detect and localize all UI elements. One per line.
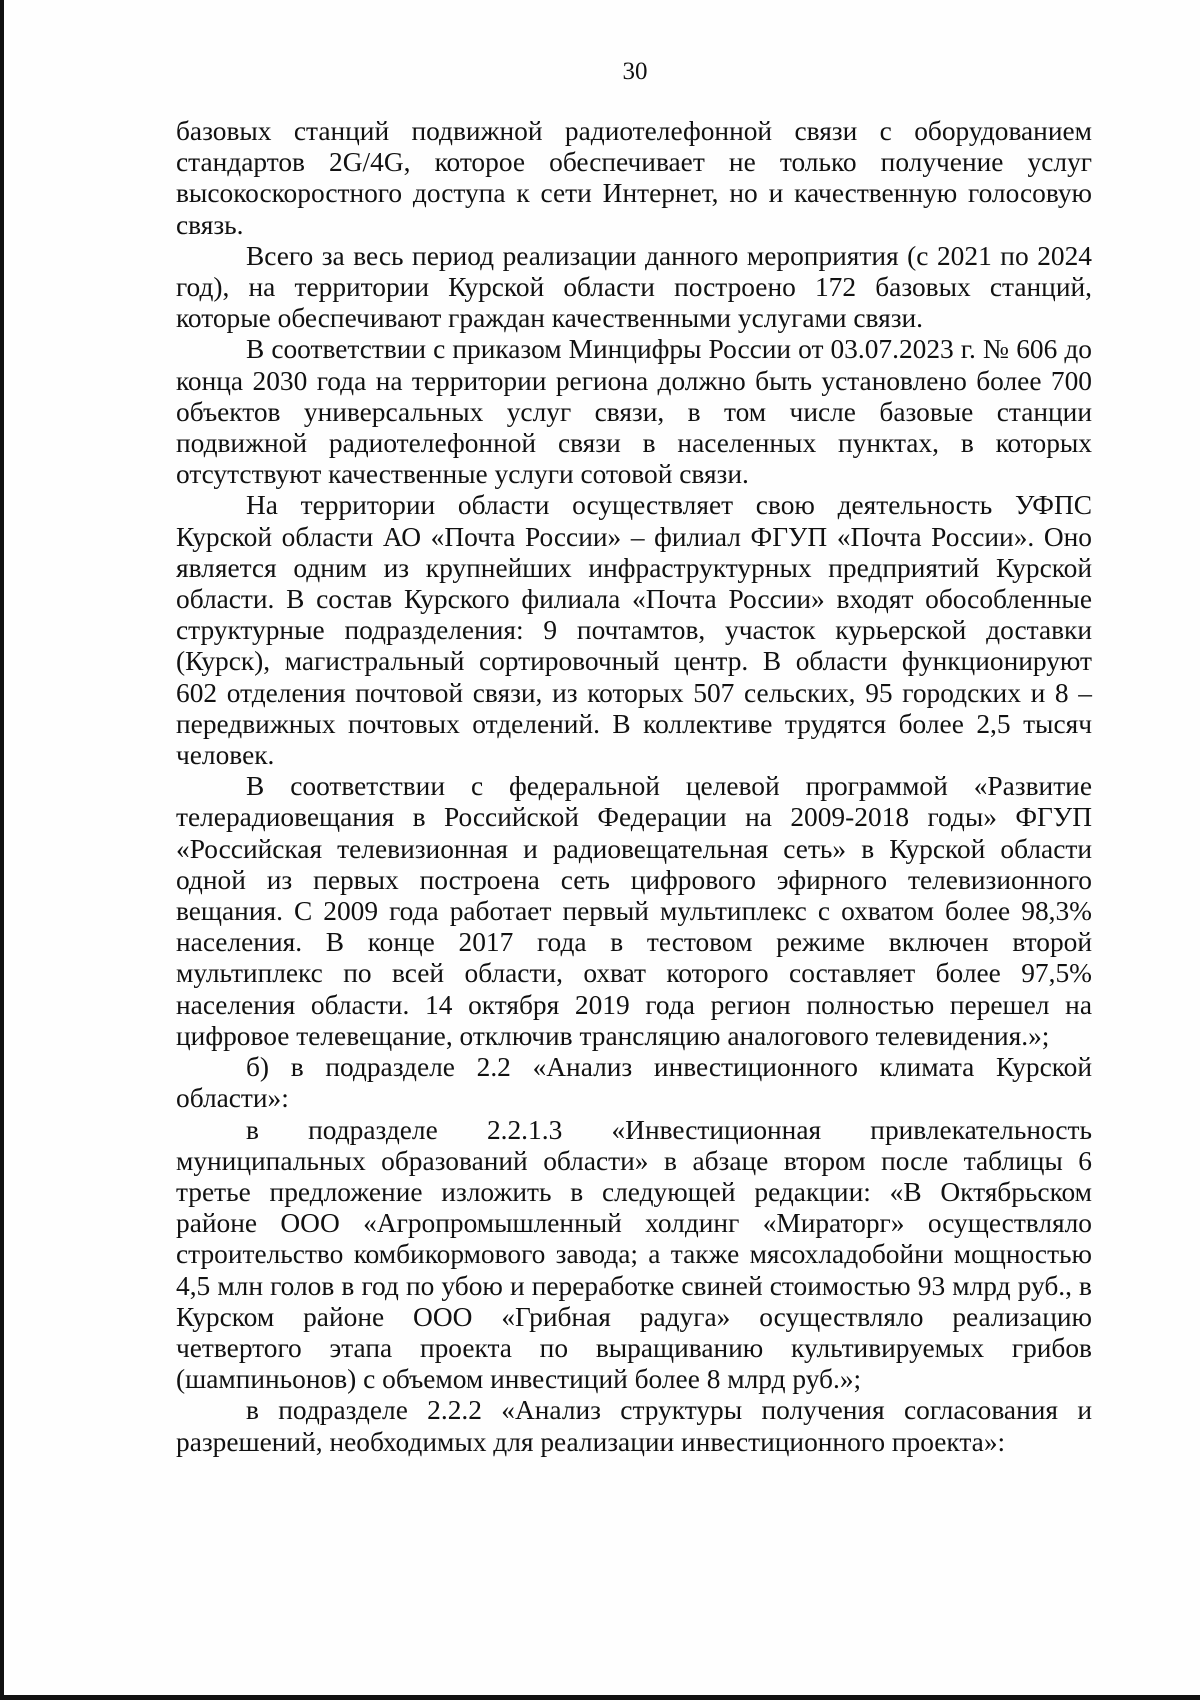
page-number: 30 xyxy=(622,58,648,85)
scan-left-edge xyxy=(0,0,4,1700)
paragraph-subsection-2-2-1-3: в подразделе 2.2.1.3 «Инвестиционная привлекательность муниципальных образований области» в абзаце втором после таблицы 6 третье предложение изложить в следующей редакции: «В Октябрьском районе ООО «Агропромышленный холдинг «Мираторг» осуществляло строительство комбикормового завода; а также мясохладобойни мощностью 4,5 млн голов в год по убою и переработке свиней стоимостью 93 млрд руб., в Курском районе ООО «Грибная радуга» осуществляло реализацию четвертого этапа проекта по выращиванию культивируемых грибов (шампиньонов) с объемом инвестиций более 8 млрд руб.»; xyxy=(176,1114,1092,1395)
scan-bottom-edge xyxy=(0,1695,1200,1700)
paragraph-base-stations-standards: базовых станций подвижной радиотелефонной связи с оборудованием стандартов 2G/4G, которое обеспечивает не только получение услуг высокоскоростного доступа к сети Интернет, но и качественную голосовую связь. xyxy=(176,116,1092,240)
paragraph-subsection-2-2: б) в подразделе 2.2 «Анализ инвестиционного климата Курской области»: xyxy=(176,1052,1092,1114)
paragraph-base-stations-built: Всего за весь период реализации данного мероприятия (с 2021 по 2024 год), на территории Курской области построено 172 базовых станций, которые обеспечивают граждан качественными услугами связи. xyxy=(176,240,1092,334)
document-body xyxy=(176,116,1092,1458)
paragraph-mintsifry-order: В соответствии с приказом Минцифры России от 03.07.2023 г. № 606 до конца 2030 года на территории региона должно быть установлено более 700 объектов универсальных услуг связи, в том числе базовые станции подвижной радиотелефонной связи в населенных пунктах, в которых отсутствуют качественные услуги сотовой связи. xyxy=(176,334,1092,490)
paragraph-subsection-2-2-2: в подразделе 2.2.2 «Анализ структуры получения согласования и разрешений, необходимых для реализации инвестиционного проекта»: xyxy=(176,1395,1092,1457)
paragraph-digital-tv: В соответствии с федеральной целевой программой «Развитие телерадиовещания в Российской Федерации на 2009-2018 годы» ФГУП «Российская телевизионная и радиовещательная сеть» в Курской области одной из первых построена сеть цифрового эфирного телевизионного вещания. С 2009 года работает первый мультиплекс с охватом более 98,3% населения. В конце 2017 года в тестовом режиме включен второй мультиплекс по всей области, охват которого составляет более 97,5% населения области. 14 октября 2019 года регион полностью перешел на цифровое телевещание, отключив трансляцию аналогового телевидения.»; xyxy=(176,771,1092,1051)
paragraph-russian-post: На территории области осуществляет свою деятельность УФПС Курской области АО «Почта России» – филиал ФГУП «Почта России». Оно является одним из крупнейших инфраструктурных предприятий Курской области. В состав Курского филиала «Почта России» входят обособленные структурные подразделения: 9 почтамтов, участок курьерской доставки (Курск), магистральный сортировочный центр. В области функционируют 602 отделения почтовой связи, из которых 507 сельских, 95 городских и 8 – передвижных почтовых отделений. В коллективе трудятся более 2,5 тысяч человек. xyxy=(176,490,1092,771)
